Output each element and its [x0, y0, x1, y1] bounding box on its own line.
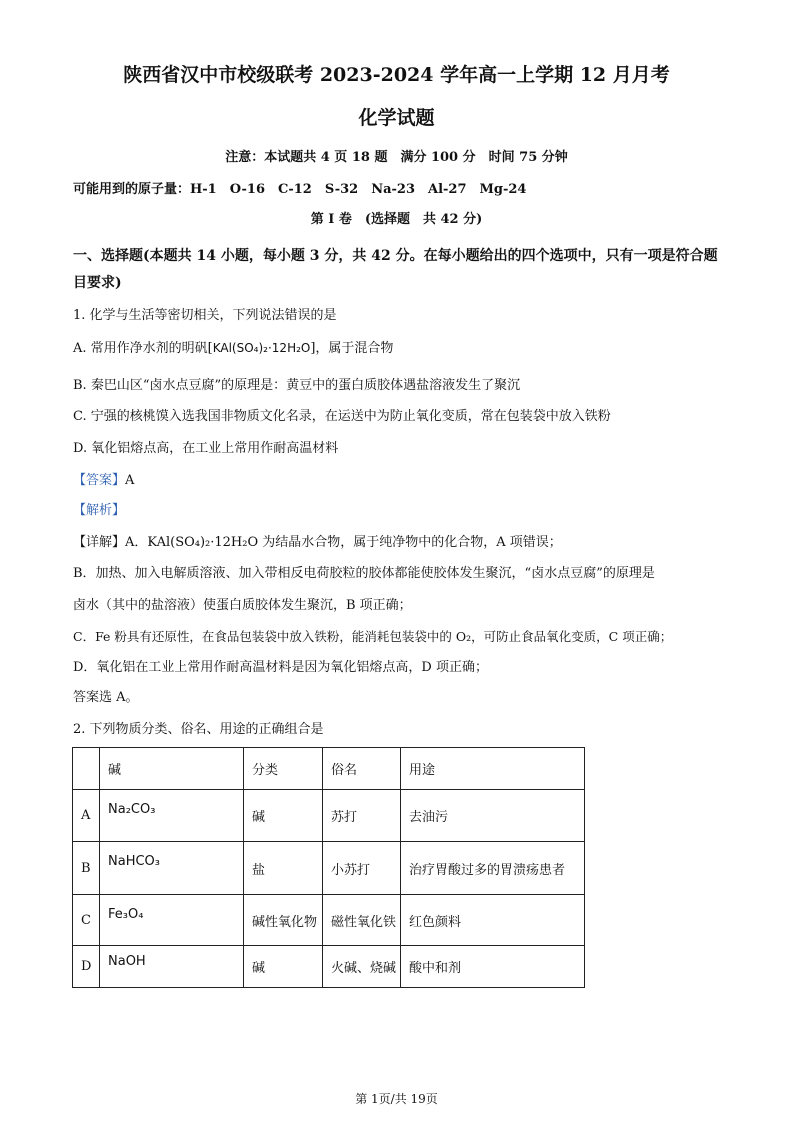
formula-cell: Fe₃O₄	[100, 895, 244, 946]
q1-option-a-pre: A. 常用作净水剂的明矾[	[73, 341, 213, 356]
exam-notice: 注意：本试题共 4 页 18 题 满分 100 分 时间 75 分钟	[225, 150, 568, 165]
header-cell: 分类	[244, 748, 323, 790]
exam-subject: 化学试题	[358, 107, 435, 129]
volume-heading: 第 I 卷 (选择题 共 42 分)	[310, 212, 483, 227]
formula-cell: Na₂CO₃	[100, 790, 244, 842]
common-name-cell: 火碱、烧碱	[323, 946, 401, 988]
option-letter: A	[73, 790, 100, 842]
option-letter: B	[73, 842, 100, 895]
header-cell: 俗名	[323, 748, 401, 790]
table-row	[73, 946, 585, 988]
formula-cell: NaHCO₃	[100, 842, 244, 895]
table-row	[73, 895, 585, 946]
q1-detail-b-cont: 卤水（其中的盐溶液）使蛋白质胶体发生聚沉，B 项正确；	[73, 598, 412, 613]
q1-option-d: D. 氧化铝熔点高，在工业上常用作耐高温材料	[73, 441, 339, 456]
q1-option-b: B. 秦巴山区“卤水点豆腐”的原理是：黄豆中的蛋白质胶体遇盐溶液发生了聚沉	[73, 378, 521, 393]
common-name-cell: 小苏打	[323, 842, 401, 895]
answer-value: A	[125, 473, 135, 488]
q1-option-c: C. 宁强的核桃馍入选我国非物质文化名录，在运送中为防止氧化变质，常在包装袋中放入铁粉	[73, 409, 611, 424]
header-cell	[73, 748, 100, 790]
usage-cell: 酸中和剂	[401, 946, 585, 988]
q1-detail-b: B．加热、加入电解质溶液、加入带相反电荷胶粒的胶体都能使胶体发生聚沉，“卤水点豆腐”的原理是	[73, 566, 655, 581]
q2-stem: 2. 下列物质分类、俗名、用途的正确组合是	[73, 722, 324, 737]
option-letter: C	[73, 895, 100, 946]
table-header-row	[73, 748, 585, 790]
category-cell: 碱	[244, 946, 323, 988]
answer-tag: 【答案】	[73, 473, 126, 488]
page-number: 第 1页/共 19页	[355, 1092, 438, 1106]
common-name-cell: 磁性氧化铁	[323, 895, 401, 946]
q1-answer	[73, 473, 134, 489]
q1-detail-d: D．氧化铝在工业上常用作耐高温材料是因为氧化铝熔点高，D 项正确；	[73, 660, 488, 675]
usage-cell: 去油污	[401, 790, 585, 842]
common-name-cell: 苏打	[323, 790, 401, 842]
q1-stem: 1. 化学与生活等密切相关，下列说法错误的是	[73, 308, 337, 323]
option-letter: D	[73, 946, 100, 988]
table-row	[73, 842, 585, 895]
exam-title: 陕西省汉中市校级联考 2023-2024 学年高一上学期 12 月月考	[123, 64, 670, 86]
category-cell: 碱性氧化物	[244, 895, 323, 946]
analysis-tag: 【解析】	[73, 503, 126, 518]
category-cell: 盐	[244, 842, 323, 895]
section-heading: 一、选择题(本题共 14 小题，每小题 3 分，共 42 分。在每小题给出的四个选项中，只有一项是符合题目要求)	[73, 248, 718, 291]
formula-cell: NaOH	[100, 946, 244, 988]
q2-table	[72, 747, 585, 988]
table-row	[73, 790, 585, 842]
q1-option-a	[73, 340, 393, 357]
q1-detail-c: C．Fe 粉具有还原性，在食品包装袋中放入铁粉，能消耗包装袋中的 O₂，可防止食品氧化变质，C 项正确；	[73, 629, 673, 644]
q1-detail-a: 【详解】A．KAl(SO₄)₂·12H₂O 为结晶水合物，属于纯净物中的化合物，A 项错误；	[73, 535, 562, 550]
q1-option-a-post: ]，属于混合物	[310, 341, 394, 356]
category-cell: 碱	[244, 790, 323, 842]
q1-conclusion: 答案选 A。	[73, 690, 139, 705]
usage-cell: 红色颜料	[401, 895, 585, 946]
q1-option-a-formula: KAl(SO₄)₂·12H₂O	[212, 341, 311, 355]
header-cell: 用途	[401, 748, 585, 790]
header-cell: 碱	[100, 748, 244, 790]
atomic-masses: 可能用到的原子量：H-1 O-16 C-12 S-32 Na-23 Al-27 Mg-24	[73, 182, 527, 197]
usage-cell: 治疗胃酸过多的胃溃疡患者	[401, 842, 585, 895]
